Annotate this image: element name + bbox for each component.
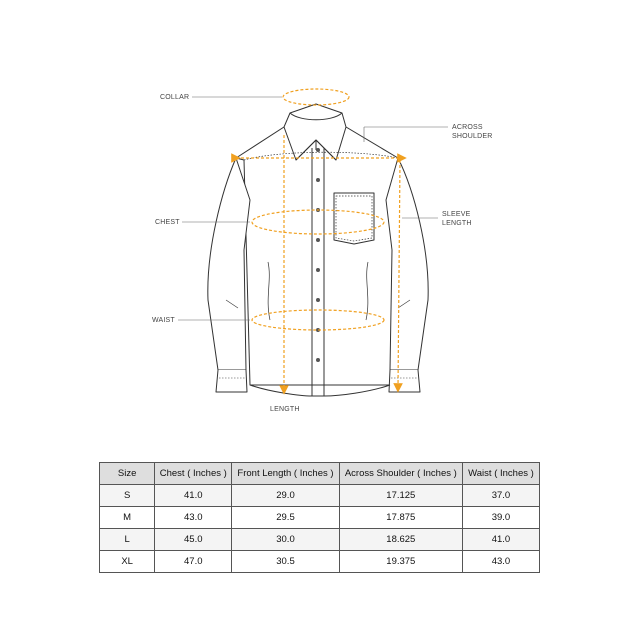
cell-front-length: 29.5: [232, 507, 339, 529]
cell-size: L: [100, 529, 155, 551]
across-shoulder-label-line2: SHOULDER: [452, 133, 493, 140]
cell-across-shoulder: 17.875: [339, 507, 462, 529]
header-front-length: Front Length ( Inches ): [232, 463, 339, 485]
table-row: [100, 507, 540, 529]
cell-waist: 41.0: [462, 529, 539, 551]
cell-front-length: 30.0: [232, 529, 339, 551]
cell-waist: 39.0: [462, 507, 539, 529]
header-across-shoulder: Across Shoulder ( Inches ): [339, 463, 462, 485]
table-row: [100, 529, 540, 551]
cell-across-shoulder: 19.375: [339, 551, 462, 573]
collar-guide: [283, 89, 349, 105]
sleeve-length-label-line1: SLEEVE: [442, 211, 471, 218]
collar-label: COLLAR: [160, 94, 190, 101]
cell-size: M: [100, 507, 155, 529]
across-shoulder-label-line1: ACROSS: [452, 124, 483, 131]
cell-front-length: 29.0: [232, 485, 339, 507]
header-size: Size: [100, 463, 155, 485]
cell-size: S: [100, 485, 155, 507]
header-waist: Waist ( Inches ): [462, 463, 539, 485]
cell-chest: 41.0: [155, 485, 232, 507]
cell-chest: 43.0: [155, 507, 232, 529]
table-row: [100, 485, 540, 507]
table-header-row: [100, 463, 540, 485]
chest-label: CHEST: [155, 219, 180, 226]
cell-size: XL: [100, 551, 155, 573]
cell-waist: 43.0: [462, 551, 539, 573]
cell-chest: 47.0: [155, 551, 232, 573]
length-label: LENGTH: [270, 406, 300, 413]
sleeve-length-label-line2: LENGTH: [442, 220, 472, 227]
cell-across-shoulder: 17.125: [339, 485, 462, 507]
cell-front-length: 30.5: [232, 551, 339, 573]
cell-waist: 37.0: [462, 485, 539, 507]
header-chest: Chest ( Inches ): [155, 463, 232, 485]
cell-across-shoulder: 18.625: [339, 529, 462, 551]
cell-chest: 45.0: [155, 529, 232, 551]
table-row: [100, 551, 540, 573]
shirt-illustration: [208, 104, 428, 396]
size-chart-table: [99, 462, 540, 573]
waist-label: WAIST: [152, 317, 175, 324]
